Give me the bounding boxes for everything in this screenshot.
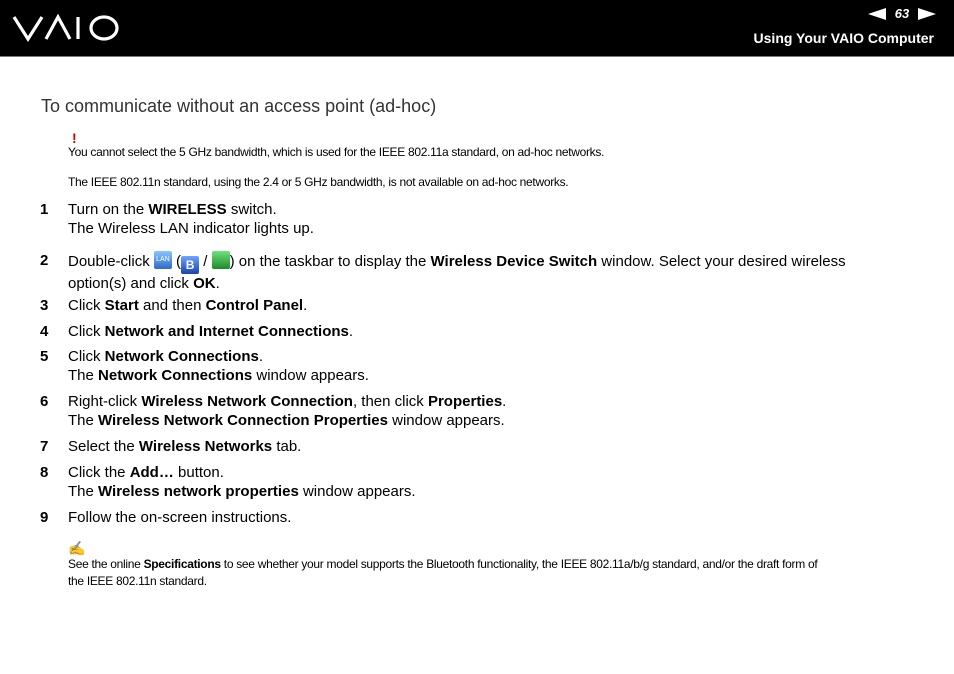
- section-title: Using Your VAIO Computer: [753, 30, 934, 46]
- previous-page-arrow-icon[interactable]: [868, 8, 886, 20]
- warning-note-1: You cannot select the 5 GHz bandwidth, which is used for the IEEE 802.11a standard, on ad-hoc networks.: [68, 145, 605, 159]
- step-text: window appears.: [298, 483, 416, 500]
- step-text: (: [171, 253, 182, 270]
- step-emphasis: Wireless Network Connection: [141, 393, 353, 410]
- step-text: tab.: [272, 438, 302, 455]
- step-number: 8: [40, 464, 49, 481]
- step-emphasis: Control Panel: [205, 297, 304, 314]
- step-number: 7: [40, 438, 49, 455]
- step-text: Turn on the: [68, 201, 149, 218]
- step-number: 1: [40, 201, 49, 218]
- step-emphasis: Wireless Networks: [138, 438, 273, 455]
- step-emphasis: Network and Internet Connections: [104, 323, 349, 340]
- step-number: 6: [40, 393, 49, 410]
- step-number: 5: [40, 348, 49, 365]
- tip-text: See the online: [68, 557, 144, 571]
- page-navigation: [868, 6, 936, 21]
- tip-text: to see whether your model supports the Bluetooth functionality, the IEEE 802.11a/b/g standard, and/or the draft form of: [220, 557, 818, 571]
- vaio-logo: [12, 13, 122, 43]
- step-text: The: [68, 367, 99, 384]
- step-number: 4: [40, 323, 49, 340]
- step-text: /: [199, 253, 212, 270]
- step-text: .: [348, 323, 354, 340]
- tip-note-2: the IEEE 802.11n standard.: [68, 574, 207, 588]
- step-emphasis: Network Connections: [104, 348, 259, 365]
- step-text: and then: [138, 297, 206, 314]
- wireless-lan-green-icon: [212, 251, 230, 269]
- step-text: .: [502, 393, 507, 410]
- warning-note-2: The IEEE 802.11n standard, using the 2.4 or 5 GHz bandwidth, is not available on ad-hoc networks.: [68, 175, 569, 189]
- step-number: 2: [40, 252, 49, 269]
- step-text: , then click: [352, 393, 428, 410]
- step-emphasis: Network Connections: [98, 367, 253, 384]
- step-emphasis: Wireless Network Connection Properties: [98, 412, 388, 429]
- step-emphasis: Wireless network properties: [98, 483, 299, 500]
- step-text: button.: [173, 464, 224, 481]
- pen-note-icon: ✍: [68, 540, 86, 556]
- next-page-arrow-icon[interactable]: [918, 8, 936, 20]
- wireless-lan-icon: [154, 251, 172, 269]
- bluetooth-icon: B: [181, 256, 199, 274]
- step-text: Right-click: [68, 393, 142, 410]
- step-emphasis: Properties: [427, 393, 503, 410]
- step-number: 9: [40, 509, 49, 526]
- page-number: 63: [894, 6, 910, 21]
- step-number: 3: [40, 297, 49, 314]
- step-emphasis: WIRELESS: [148, 201, 227, 218]
- step-text: Click the: [68, 464, 130, 481]
- page-heading: To communicate without an access point (ad-hoc): [41, 96, 437, 116]
- step-text: window appears.: [387, 412, 505, 429]
- step-text: Click: [68, 297, 105, 314]
- step-text: switch.: [226, 201, 277, 218]
- step-text: The: [68, 412, 99, 429]
- step-emphasis: OK: [193, 275, 216, 292]
- step-text: window. Select your desired wireless: [597, 253, 846, 270]
- step-text: Double-click: [68, 253, 154, 270]
- step-text: The Wireless LAN indicator lights up.: [68, 220, 314, 237]
- step-text: Click: [68, 348, 105, 365]
- tip-emphasis: Specifications: [143, 557, 221, 571]
- step-emphasis: Start: [104, 297, 139, 314]
- step-text: The: [68, 483, 99, 500]
- tip-note-1: [68, 557, 817, 571]
- step-emphasis: Add…: [129, 464, 174, 481]
- step-text: Select the: [68, 438, 139, 455]
- page-header: [0, 0, 954, 57]
- step-text: window appears.: [252, 367, 369, 384]
- step-text: .: [258, 348, 264, 365]
- warning-icon: !: [72, 130, 77, 146]
- step-emphasis: Wireless Device Switch: [430, 253, 598, 270]
- step-text: option(s) and click: [68, 275, 194, 292]
- step-text: Click: [68, 323, 105, 340]
- step-text: .: [215, 275, 220, 292]
- step-text: Follow the on-screen instructions.: [68, 509, 292, 526]
- step-text: ) on the taskbar to display the: [229, 253, 431, 270]
- step-text: .: [303, 297, 308, 314]
